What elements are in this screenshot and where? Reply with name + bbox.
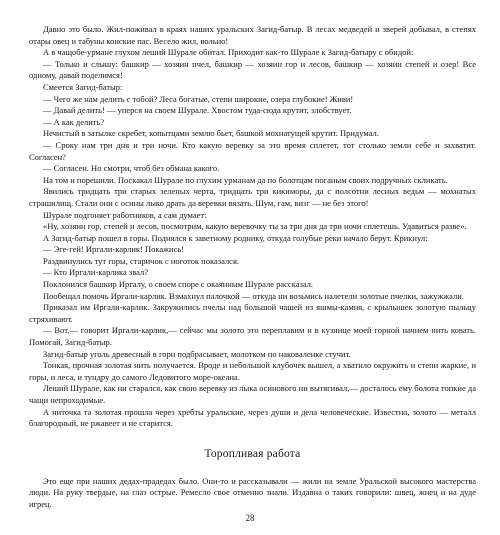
paragraph: На том и порешили. Поскакал Шурале по глухим урманам да по болотцам поганым своих подручных скликать. xyxy=(43,174,448,185)
paragraph: — Кто Иргали-карлика звал? xyxy=(43,267,149,278)
paragraph: Пообещал помочь Иргали-карлик. Взмахнул палочкой — откуда ни возьмись налетели золотые пчелки, зажужжали. xyxy=(43,290,464,301)
paragraph: Явились тридцать три старых зеленых черта, тридцать три кикиморы, да с полсотни лесных ведьм — мохнатых страшилищ. Стали они с осины лыко драть да веревки вязать. Шум, гам, визг — не без этого! xyxy=(29,186,476,208)
paragraph: Тонкая, прочная золотая нить получается. Вроде и небольшой клубочек вышел, а хватило окружить и степи жаркие, и горы, и леса, и тундру до самого Ледовитого море-океана. xyxy=(29,360,476,382)
page-number: 28 xyxy=(245,513,255,523)
paragraph: Леший Шурале, как ни старался, как свою веревку из лыка осинового ни вытягивал,— досталось ему болота топкие да чащи непроходимые. xyxy=(29,383,476,405)
paragraph: Раздвинулись тут горы, старичок с ноготок показался. xyxy=(43,255,239,266)
paragraph: — Чего же нам делить с тобой? Леса богатые, степи широкие, озера глубокие! Живи! xyxy=(43,93,354,104)
paragraph: А Загид-батыр пошел в горы. Поднялся к заветному роднику, откуда голубые реки начало берут. Крикнул: xyxy=(43,232,428,243)
paragraph: «Ну, хозяин гор, степей и лесов, посмотрим, какую веревочку ты за три дня да три ночи сплетешь. Удавиться разве». xyxy=(43,221,467,232)
paragraph: Нечистый в затылке скребет, копытцами землю бьет, башкой мохнатущей крутит. Придумал. xyxy=(43,128,379,139)
paragraph: — Эге-гей! Иргали-карлик! Покажись! xyxy=(43,244,185,255)
paragraph: А ниточка та золотая прошла через хребты уральские, через души и дела человеческие. Известно, золото — металл благородный, не ржавеет и не старится. xyxy=(29,406,476,429)
paragraph: — Давай делить! — уперся на своем Шурале. Хвостом туда-сюда крутит, злобствует. xyxy=(43,105,352,116)
paragraph: Шурале подгоняет работников, а сам думает: xyxy=(43,209,207,220)
paragraph: А в чащобе-урмане глухом леший Шурале обитал. Приходит как-то Шурале к Загид-батыру с обидой: xyxy=(43,47,414,58)
story-text xyxy=(29,24,476,430)
next-story-text xyxy=(29,476,476,511)
paragraph: Загид-батыр уголь древесный в горн подбрасывает, молотком по наковаленке стучит. xyxy=(43,348,351,359)
paragraph: Смеется Загид-батыр: xyxy=(43,81,123,92)
paragraph: Поклонился башкир Иргалу, о своем споре с окаянным Шурале рассказал. xyxy=(43,279,314,290)
paragraph: — Вот,— говорит Иргали-карлик,— сейчас мы золото это переплавим и в кузнице моей горной начнем нить ковать. Помогай, Загид-батыр. xyxy=(29,325,476,348)
paragraph: — Сроку нам три дня и три ночи. Кто какую веревку за это время сплетет, тот столько земли себе и захватит. Согласен? xyxy=(29,139,476,162)
paragraph: Давно это было. Жил-поживал в краях наших уральских Загид-батыр. В лесах медведей и зверей добывал, в степях отары овец и табуны конские пас. Весело жил, вольно! xyxy=(29,24,476,46)
paragraph: — Согласен. Но смотри, чтоб без обмана какого. xyxy=(43,163,220,174)
paragraph: Это еще при наших дедах-прадедах было. Они-то и рассказывали — жили на земле Уральской высокого мастерства люди. На руку твердые, на глаз острые. Ремесло свое отменно знали. Издавна о таких говорили: швец, жнец и на дуде игрец. xyxy=(29,475,476,509)
paragraph: — Только и слышу: башкир — хозяин пчел, башкир — хозяин гор и лесов, башкир — хозяин степей и озер! Все одному, давай поделимся! xyxy=(29,58,476,81)
paragraph: — А как делить? xyxy=(43,116,105,127)
story-title: Торопливая работа xyxy=(204,447,301,460)
paragraph: Приказал им Иргали-карлик. Закружились пчелы над большой чашей из яшмы-камня, с крылышек золотую пыльцу стряхивают. xyxy=(29,302,476,324)
